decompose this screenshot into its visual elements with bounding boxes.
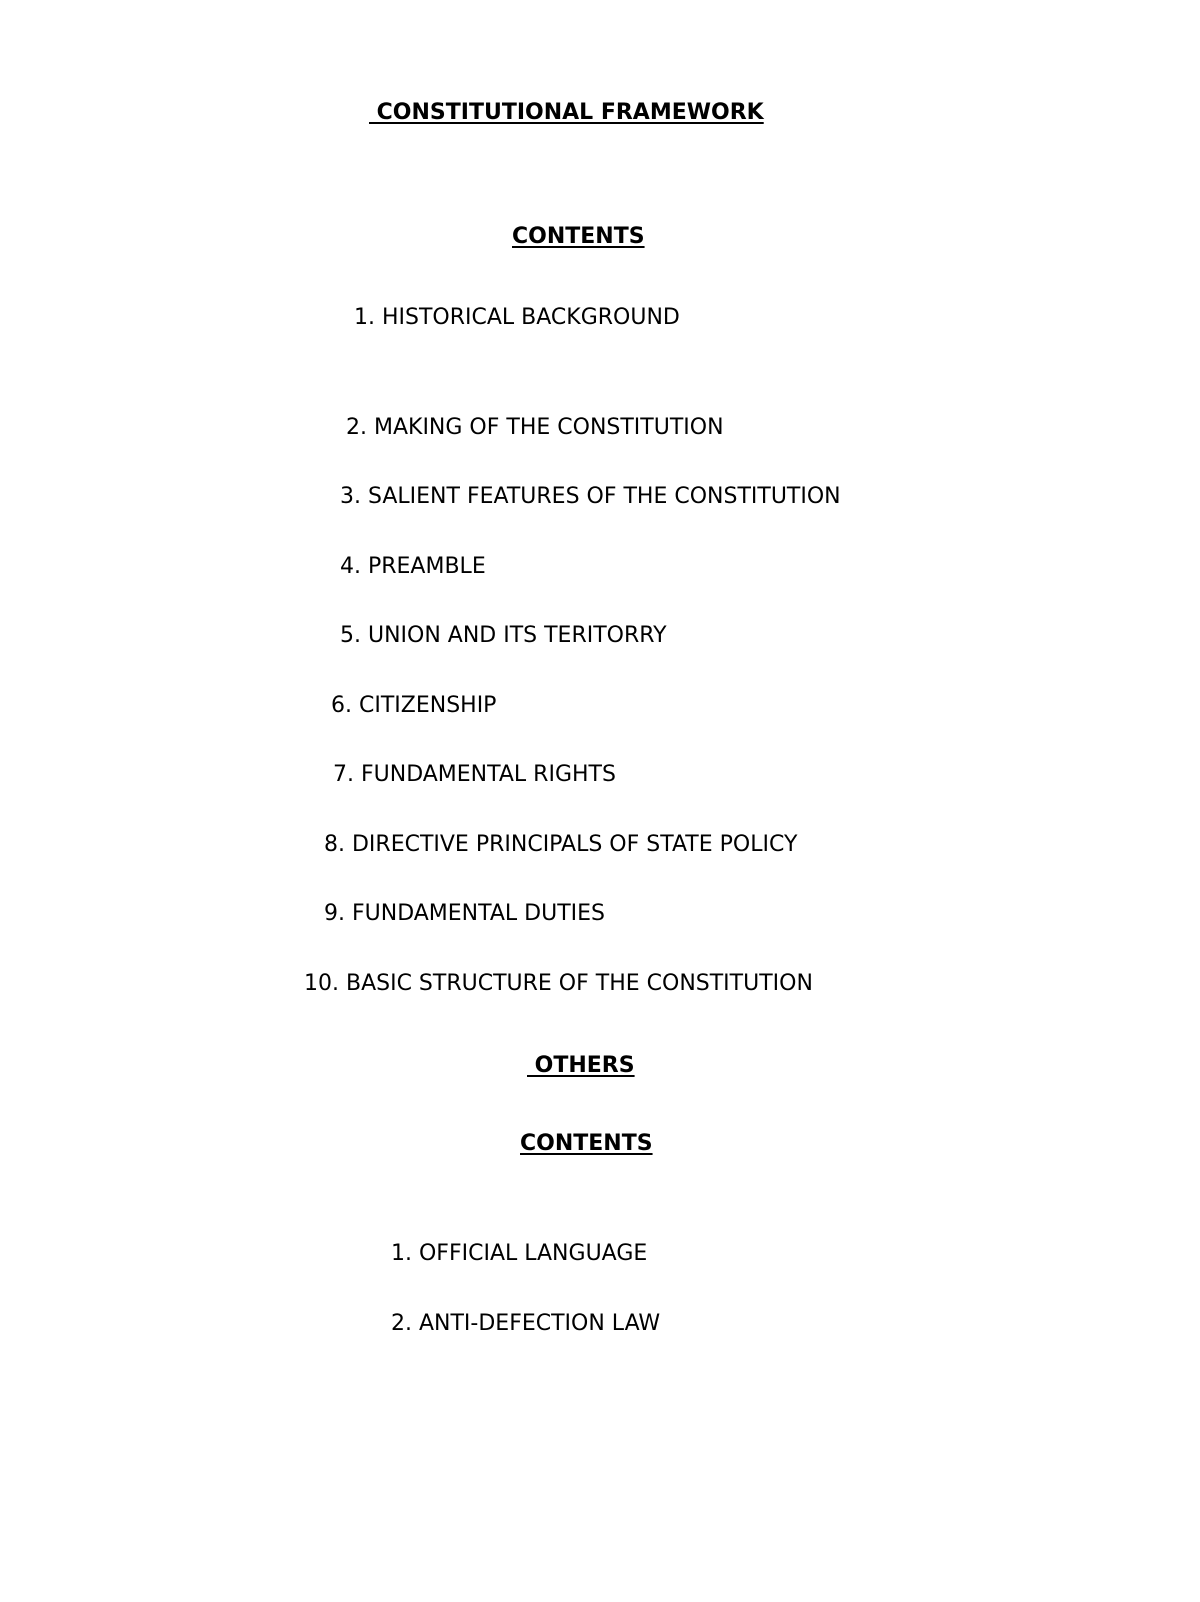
contents-item: 2. MAKING OF THE CONSTITUTION <box>346 415 724 440</box>
contents-item: 4. PREAMBLE <box>340 554 486 579</box>
others-heading: OTHERS <box>527 1053 635 1078</box>
contents-item: 8. DIRECTIVE PRINCIPALS OF STATE POLICY <box>324 832 798 857</box>
others-contents-heading: CONTENTS <box>520 1131 653 1156</box>
others-item: 1. OFFICIAL LANGUAGE <box>391 1241 648 1266</box>
contents-item: 7. FUNDAMENTAL RIGHTS <box>333 762 616 787</box>
contents-heading: CONTENTS <box>512 224 645 249</box>
contents-item: 1. HISTORICAL BACKGROUND <box>354 305 680 330</box>
contents-item: 9. FUNDAMENTAL DUTIES <box>324 901 606 926</box>
others-item: 2. ANTI-DEFECTION LAW <box>391 1311 661 1336</box>
contents-item: 10. BASIC STRUCTURE OF THE CONSTITUTION <box>304 971 813 996</box>
contents-item: 6. CITIZENSHIP <box>331 693 497 718</box>
contents-item: 3. SALIENT FEATURES OF THE CONSTITUTION <box>340 484 841 509</box>
document-title: CONSTITUTIONAL FRAMEWORK <box>369 100 764 125</box>
contents-item: 5. UNION AND ITS TERITORRY <box>340 623 667 648</box>
